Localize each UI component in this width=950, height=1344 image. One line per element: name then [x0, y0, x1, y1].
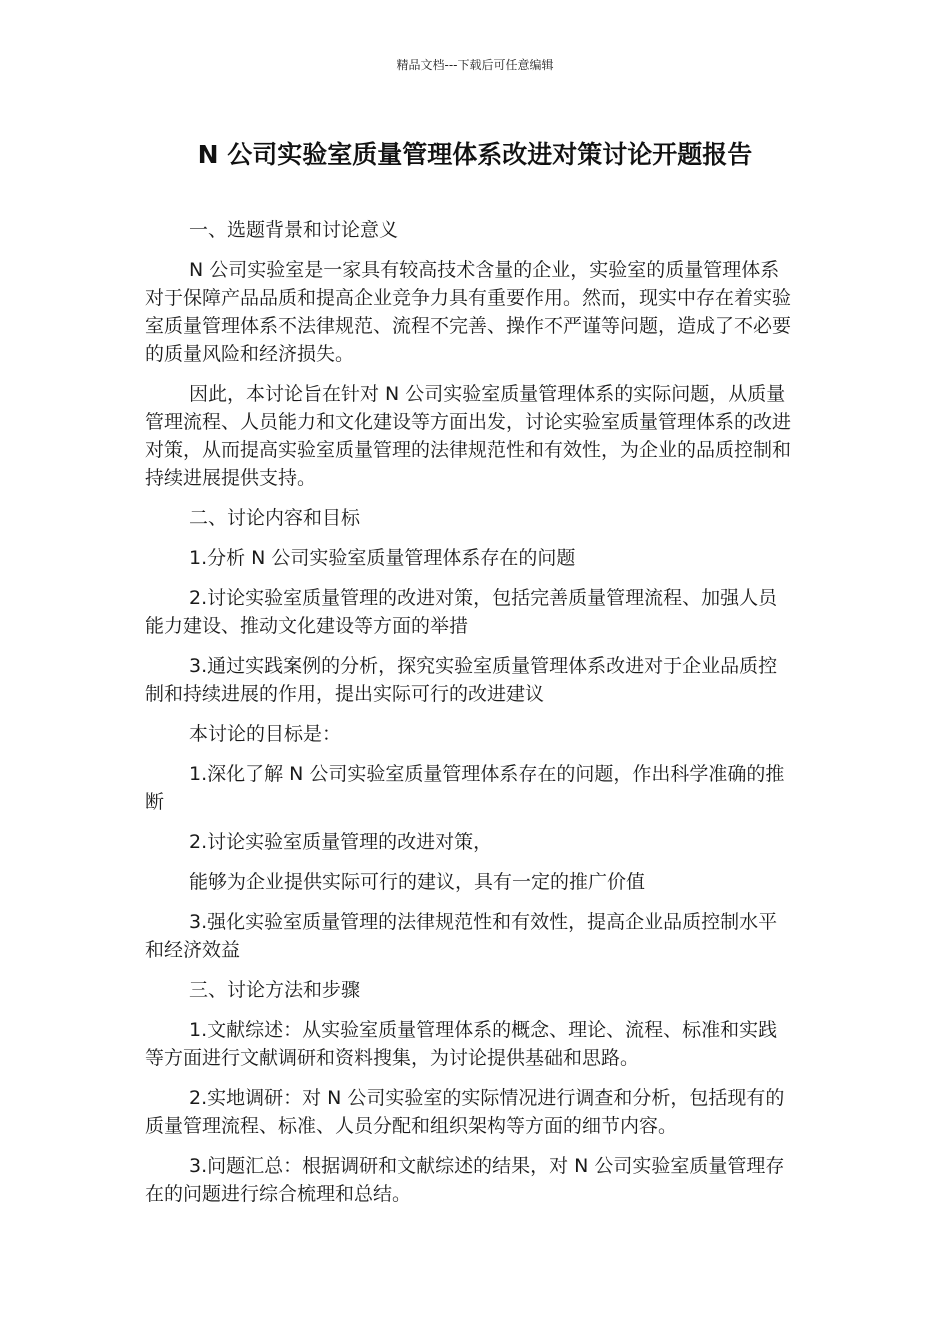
section-heading-methods: 三、讨论方法和步骤 [189, 979, 361, 1001]
goal-item-1: 1.深化了解 N 公司实验室质量管理体系存在的问题，作出科学准确的推断 [145, 763, 785, 813]
content-item-1: 1.分析 N 公司实验室质量管理体系存在的问题 [189, 547, 576, 569]
method-item-3: 3.问题汇总：根据调研和文献综述的结果，对 N 公司实验室质量管理存在的问题进行综合梳理和总结。 [145, 1155, 785, 1205]
paragraph-background: N 公司实验室是一家具有较高技术含量的企业，实验室的质量管理体系对于保障产品品质和提高企业竞争力具有重要作用。然而，现实中存在着实验室质量管理体系不法律规范、流程不完善、操作不严谨等问题，造成了不必要的质量风险和经济损失。 [145, 259, 792, 365]
page-header-note: 精品文档---下载后可任意编辑 [396, 58, 554, 72]
method-item-2: 2.实地调研：对 N 公司实验室的实际情况进行调查和分析，包括现有的质量管理流程、标准、人员分配和组织架构等方面的细节内容。 [145, 1087, 785, 1137]
content-item-3: 3.通过实践案例的分析，探究实验室质量管理体系改进对于企业品质控制和持续进展的作用，提出实际可行的改进建议 [145, 655, 778, 705]
content-item-2: 2.讨论实验室质量管理的改进对策，包括完善质量管理流程、加强人员能力建设、推动文化建设等方面的举措 [145, 587, 778, 637]
document-title: N 公司实验室质量管理体系改进对策讨论开题报告 [197, 140, 753, 169]
paragraph-purpose: 因此，本讨论旨在针对 N 公司实验室质量管理体系的实际问题，从质量管理流程、人员能力和文化建设等方面出发，讨论实验室质量管理体系的改进对策，从而提高实验室质量管理的法律规范性和有效性，为企业的品质控制和持续进展提供支持。 [145, 383, 792, 489]
section-heading-content: 二、讨论内容和目标 [189, 507, 361, 529]
goal-item-2-continued: 能够为企业提供实际可行的建议，具有一定的推广价值 [189, 871, 646, 893]
document-body [145, 216, 795, 1220]
goal-item-3: 3.强化实验室质量管理的法律规范性和有效性，提高企业品质控制水平和经济效益 [145, 911, 778, 961]
method-item-1: 1.文献综述：从实验室质量管理体系的概念、理论、流程、标准和实践等方面进行文献调研和资料搜集，为讨论提供基础和思路。 [145, 1019, 778, 1069]
goals-intro: 本讨论的目标是： [189, 723, 342, 745]
goal-item-2: 2.讨论实验室质量管理的改进对策， [189, 831, 493, 853]
section-heading-background: 一、选题背景和讨论意义 [189, 219, 399, 241]
